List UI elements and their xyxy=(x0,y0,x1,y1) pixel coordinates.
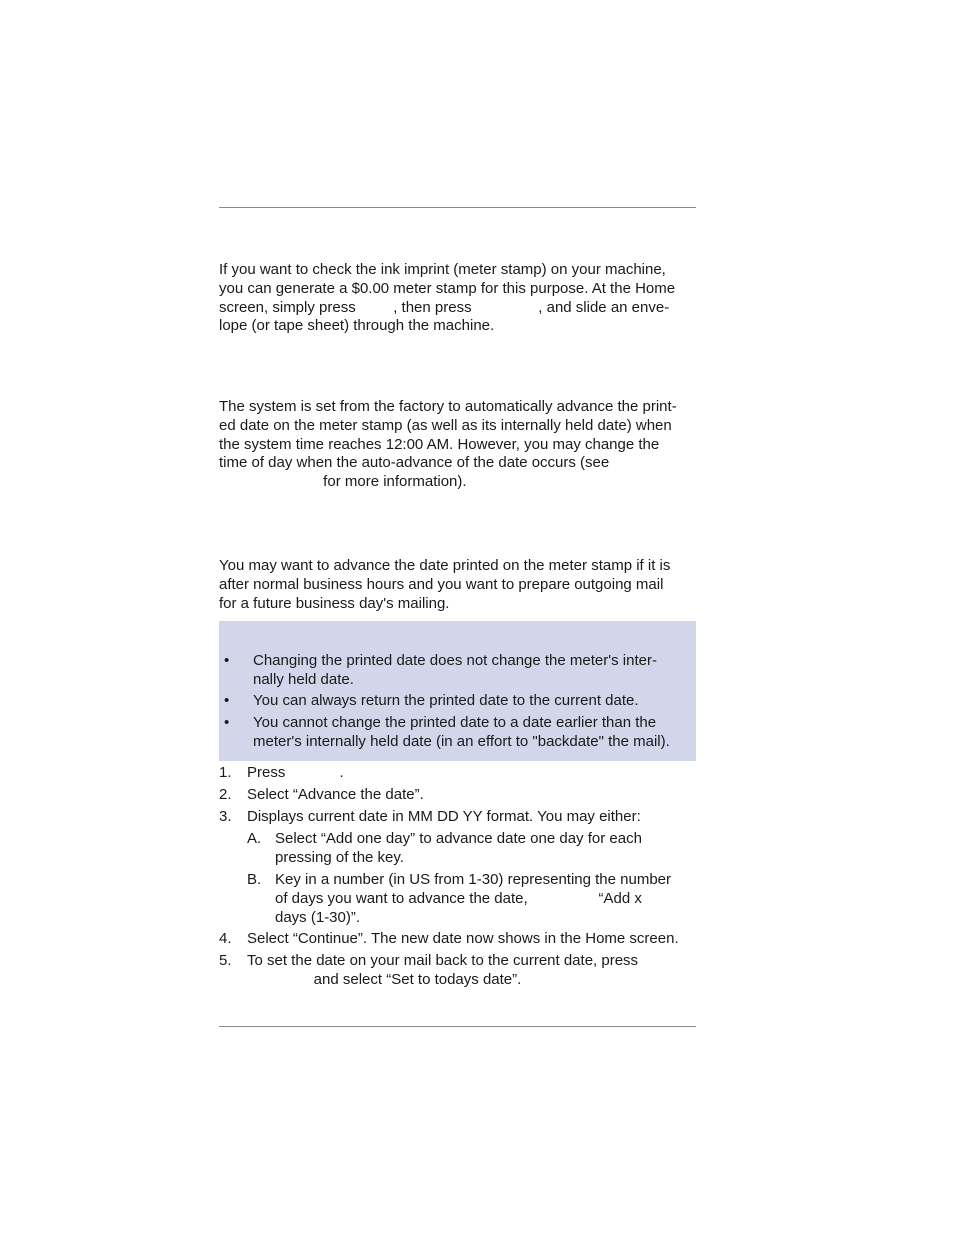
note-item-text xyxy=(253,692,639,711)
bullet-icon: • xyxy=(224,692,230,709)
step-line: Press . xyxy=(247,764,344,781)
note-line: nally held date. xyxy=(253,670,354,688)
paragraph-line: for more information). xyxy=(219,473,467,491)
bullet-icon: • xyxy=(224,714,230,731)
step-text xyxy=(247,764,344,783)
note-item-text xyxy=(253,652,657,690)
paragraph-line: you can generate a $0.00 meter stamp for this purpose. At the Home xyxy=(219,279,676,297)
step-line: pressing of the key. xyxy=(275,848,404,866)
step-number: 3. xyxy=(219,808,232,825)
step-line: Displays current date in MM DD YY format. You may either: xyxy=(247,808,641,825)
note-line: meter's internally held date (in an effort to "backdate" the mail). xyxy=(253,732,670,750)
paragraph-line: the system time reaches 12:00 AM. However, you may change the xyxy=(219,435,660,453)
step-number: 4. xyxy=(219,930,232,947)
paragraph-line: ed date on the meter stamp (as well as its internally held date) when xyxy=(219,416,672,434)
paragraph-line: after normal business hours and you want to prepare outgoing mail xyxy=(219,575,664,593)
paragraph-line: If you want to check the ink imprint (meter stamp) on your machine, xyxy=(219,261,666,278)
step-letter: B. xyxy=(247,871,262,888)
step-line: days (1-30)”. xyxy=(275,908,361,926)
step-text xyxy=(247,930,679,949)
step-number: 2. xyxy=(219,786,232,803)
step-line: of days you want to advance the date, “Add x xyxy=(275,889,642,907)
paragraph-line: lope (or tape sheet) through the machine. xyxy=(219,317,495,335)
paragraph-line: for a future business day's mailing. xyxy=(219,594,450,612)
step-letter: A. xyxy=(247,830,262,847)
step-line: Key in a number (in US from 1-30) representing the number xyxy=(275,871,672,888)
step-text xyxy=(275,871,671,927)
step-number: 1. xyxy=(219,764,232,781)
step-text xyxy=(247,786,424,805)
imprint-paragraph xyxy=(219,261,699,336)
paragraph-line: screen, simply press , then press , and slide an enve- xyxy=(219,298,670,316)
paragraph-line: You may want to advance the date printed on the meter stamp if it is xyxy=(219,557,671,574)
paragraph-line: The system is set from the factory to automatically advance the print- xyxy=(219,398,677,415)
step-line: Select “Continue”. The new date now shows in the Home screen. xyxy=(247,930,679,947)
note-box xyxy=(219,621,696,761)
note-item-text xyxy=(253,714,670,752)
bottom-rule xyxy=(219,1026,696,1027)
step-line: and select “Set to todays date”. xyxy=(247,970,522,988)
step-text xyxy=(247,808,641,827)
step-number: 5. xyxy=(219,952,232,969)
step-line: To set the date on your mail back to the current date, press xyxy=(247,952,639,969)
note-line: You can always return the printed date to the current date. xyxy=(253,692,639,709)
bullet-icon: • xyxy=(224,652,230,669)
step-text xyxy=(247,952,638,990)
step-text xyxy=(275,830,642,868)
top-rule xyxy=(219,207,696,208)
note-line: Changing the printed date does not change the meter's inter- xyxy=(253,652,657,669)
advance-date-paragraph xyxy=(219,557,699,613)
auto-advance-paragraph xyxy=(219,398,699,492)
note-line: You cannot change the printed date to a date earlier than the xyxy=(253,714,657,731)
step-line: Select “Add one day” to advance date one day for each xyxy=(275,830,642,847)
paragraph-line: time of day when the auto-advance of the date occurs (see xyxy=(219,454,610,472)
step-line: Select “Advance the date”. xyxy=(247,786,424,803)
